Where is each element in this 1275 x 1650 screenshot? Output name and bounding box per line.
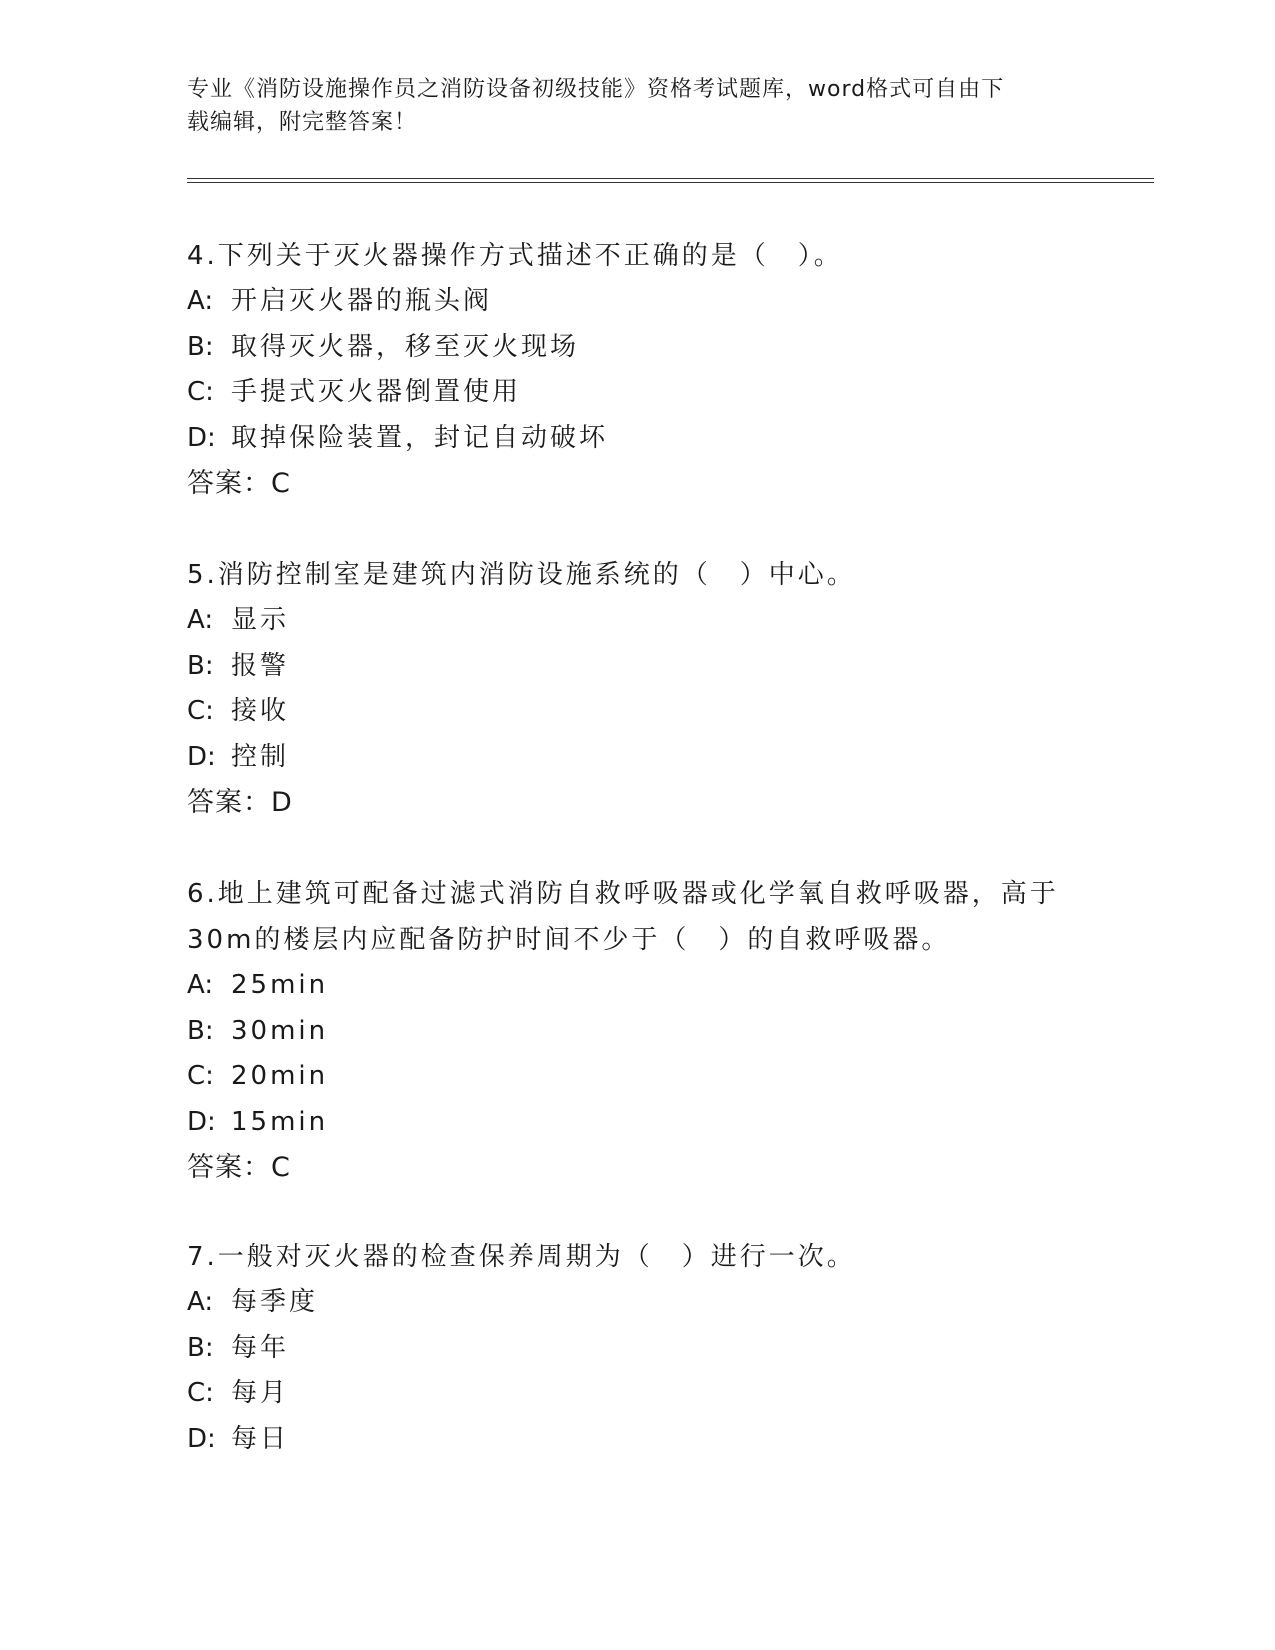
question-6 bbox=[187, 872, 1087, 1190]
option-text: 每日 bbox=[231, 1423, 290, 1454]
option-key: A: bbox=[187, 1287, 214, 1317]
option-d bbox=[187, 1100, 1087, 1146]
option-text: 显示 bbox=[231, 605, 290, 635]
question-4 bbox=[187, 234, 1087, 506]
option-text: 30min bbox=[231, 1015, 329, 1046]
option-key: A: bbox=[187, 605, 214, 635]
option-c bbox=[187, 1371, 1087, 1417]
option-a bbox=[187, 963, 1087, 1009]
option-key: B: bbox=[187, 1015, 214, 1046]
question-stem: 5.消防控制室是建筑内消防设施系统的（ ）中心。 bbox=[187, 560, 856, 590]
document-header-line-2: 载编辑，附完整答案！ bbox=[187, 110, 418, 135]
header-divider-bottom bbox=[187, 182, 1154, 183]
option-text: 取得灭火器，移至灭火现场 bbox=[231, 331, 580, 362]
option-b bbox=[187, 1009, 1087, 1055]
option-key: A: bbox=[187, 970, 214, 1000]
answer: 答案：C bbox=[187, 1152, 291, 1183]
option-text: 控制 bbox=[231, 741, 290, 772]
option-key: A: bbox=[187, 286, 214, 316]
option-key: B: bbox=[187, 331, 214, 362]
option-key: B: bbox=[187, 650, 214, 681]
option-text: 手提式灭火器倒置使用 bbox=[231, 377, 522, 407]
document-header-line-1: 专业《消防设施操作员之消防设备初级技能》资格考试题库，word格式可自由下 bbox=[187, 77, 1005, 102]
option-a bbox=[187, 279, 1087, 325]
option-a bbox=[187, 598, 1087, 644]
option-key: B: bbox=[187, 1332, 214, 1363]
option-d bbox=[187, 1417, 1087, 1463]
option-text: 接收 bbox=[231, 696, 290, 726]
option-key: D: bbox=[187, 1106, 216, 1137]
option-b bbox=[187, 1326, 1087, 1372]
question-7 bbox=[187, 1235, 1087, 1462]
option-a bbox=[187, 1280, 1087, 1326]
option-key: D: bbox=[187, 741, 216, 772]
question-5 bbox=[187, 553, 1087, 825]
header-divider-top bbox=[187, 178, 1154, 179]
question-stem-continued: 30m的楼层内应配备防护时间不少于（ ）的自救呼吸器。 bbox=[187, 925, 951, 955]
option-text: 每年 bbox=[231, 1332, 290, 1363]
option-key: C: bbox=[187, 696, 214, 726]
option-text: 25min bbox=[231, 970, 329, 1000]
option-c bbox=[187, 370, 1087, 416]
question-stem: 4.下列关于灭火器操作方式描述不正确的是（ ）。 bbox=[187, 241, 843, 271]
option-text: 15min bbox=[231, 1106, 329, 1137]
option-c bbox=[187, 1054, 1087, 1100]
answer: 答案：D bbox=[187, 787, 293, 818]
option-text: 报警 bbox=[231, 650, 290, 681]
question-stem: 6.地上建筑可配备过滤式消防自救呼吸器或化学氧自救呼吸器，高于 bbox=[187, 879, 1059, 909]
question-stem: 7.一般对灭火器的检查保养周期为（ ）进行一次。 bbox=[187, 1242, 856, 1272]
option-text: 每季度 bbox=[231, 1287, 319, 1317]
option-key: C: bbox=[187, 1378, 214, 1408]
option-c bbox=[187, 689, 1087, 735]
option-text: 20min bbox=[231, 1061, 329, 1091]
option-key: C: bbox=[187, 377, 214, 407]
option-b bbox=[187, 325, 1087, 371]
option-text: 开启灭火器的瓶头阀 bbox=[231, 286, 493, 316]
option-key: D: bbox=[187, 422, 216, 453]
option-b bbox=[187, 644, 1087, 690]
option-text: 取掉保险装置，封记自动破坏 bbox=[231, 422, 609, 453]
option-text: 每月 bbox=[231, 1378, 290, 1408]
option-d bbox=[187, 735, 1087, 781]
option-key: C: bbox=[187, 1061, 214, 1091]
option-d bbox=[187, 416, 1087, 462]
option-key: D: bbox=[187, 1423, 216, 1454]
answer: 答案：C bbox=[187, 468, 291, 499]
